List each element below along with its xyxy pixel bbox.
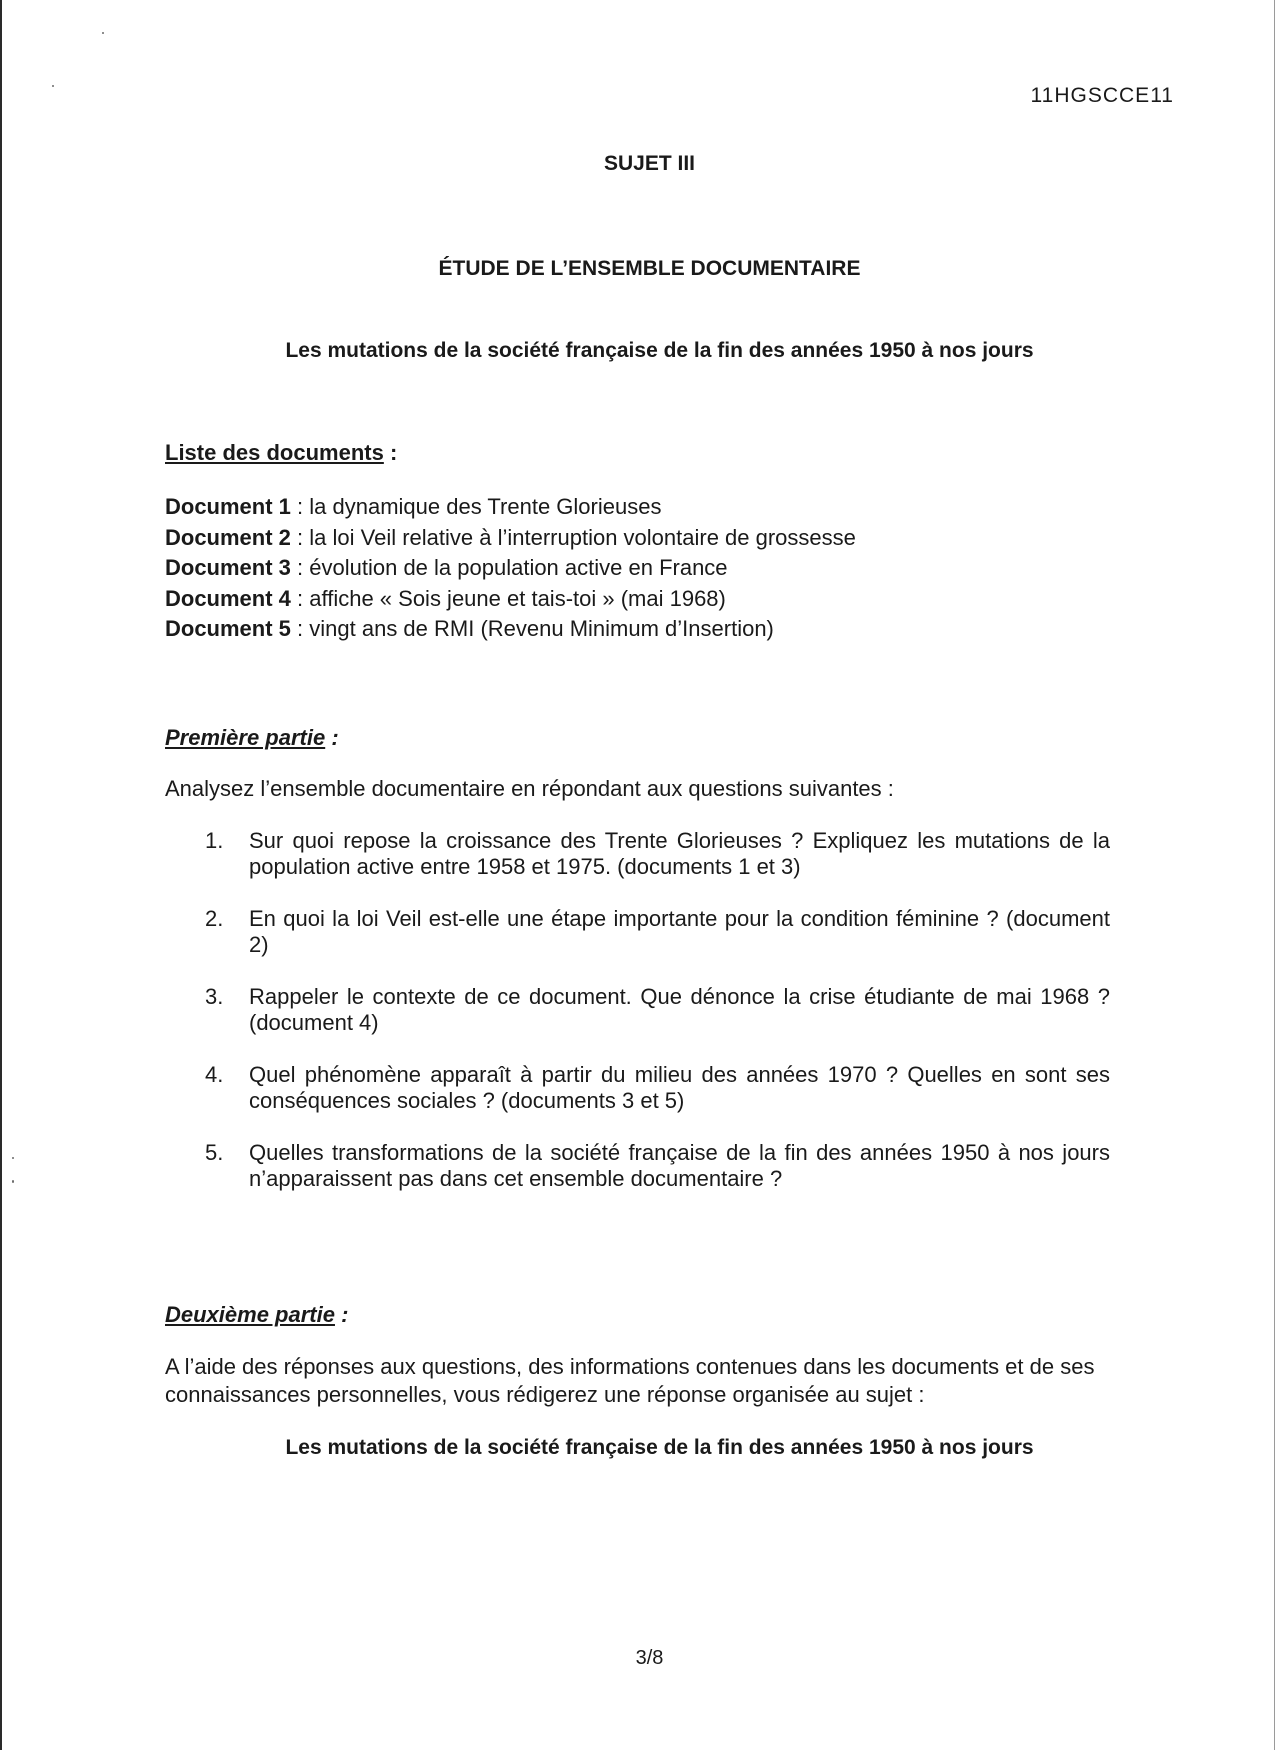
- document-separator: :: [290, 616, 310, 641]
- scan-speck: [12, 1157, 14, 1159]
- page-number: 3/8: [635, 1647, 664, 1669]
- question-text: Rappeler le contexte de ce document. Que dénonce la crise étudiante de mai 1968 ? (document 4): [249, 984, 1110, 1035]
- part2-heading-colon: :: [334, 1302, 349, 1327]
- question-text: Sur quoi repose la croissance des Trente Glorieuses ? Expliquez les mutations de la population active entre 1958 et 1975. (documents 1 et 3): [249, 828, 1110, 879]
- question-item: [205, 906, 1110, 958]
- exercise-title: ÉTUDE DE L’ENSEMBLE DOCUMENTAIRE: [438, 257, 861, 280]
- document-label: Document 5: [165, 616, 291, 641]
- document-label: Document 1: [165, 494, 291, 519]
- question-number: 5.: [205, 1140, 224, 1165]
- document-separator: :: [290, 494, 310, 519]
- question-number: 2.: [205, 906, 224, 931]
- list-item: [165, 584, 856, 615]
- exam-code: 11HGSCCE11: [1030, 84, 1174, 107]
- question-number: 4.: [205, 1062, 224, 1087]
- document-separator: :: [290, 524, 310, 550]
- question-item: [205, 984, 1110, 1036]
- part2-heading: [165, 1302, 348, 1328]
- document-label: Document 4: [165, 585, 291, 611]
- subject-title: Les mutations de la société française de la fin des années 1950 à nos jours: [285, 339, 1034, 362]
- document-description: la loi Veil relative à l’interruption volontaire de grossesse: [309, 524, 856, 550]
- list-item: [165, 523, 856, 554]
- questions-list: [205, 828, 1110, 1218]
- part1-heading: [165, 725, 339, 751]
- list-item: [165, 492, 856, 523]
- document-description: affiche « Sois jeune et tais-toi » (mai 1968): [309, 585, 726, 611]
- scan-speck: [52, 85, 54, 87]
- question-item: [205, 1062, 1110, 1114]
- part1-heading-colon: :: [325, 725, 339, 750]
- scan-speck: [12, 1180, 14, 1183]
- question-text: Quelles transformations de la société française de la fin des années 1950 à nos jours n’apparaissent pas dans cet ensemble documentaire ?: [249, 1140, 1110, 1191]
- part2-instructions: A l’aide des réponses aux questions, des informations contenues dans les documents et de ses connaissances personnelles, vous rédigerez une réponse organisée au sujet :: [165, 1354, 1095, 1407]
- list-item: [165, 614, 856, 645]
- question-number: 3.: [205, 984, 224, 1009]
- question-text: Quel phénomène apparaît à partir du milieu des années 1970 ? Quelles en sont ses conséquences sociales ? (documents 3 et 5): [249, 1062, 1110, 1113]
- documents-list: [165, 492, 856, 645]
- document-description: évolution de la population active en France: [309, 555, 728, 580]
- document-label: Document 2: [165, 524, 291, 550]
- document-description: vingt ans de RMI (Revenu Minimum d’Insertion): [309, 616, 774, 641]
- document-description: la dynamique des Trente Glorieuses: [309, 494, 662, 519]
- final-subject: Les mutations de la société française de la fin des années 1950 à nos jours: [285, 1436, 1034, 1459]
- part1-intro: Analysez l’ensemble documentaire en répondant aux questions suivantes :: [165, 776, 894, 801]
- list-item: [165, 553, 856, 584]
- part1-heading-label: Première partie: [165, 725, 326, 750]
- question-item: [205, 1140, 1110, 1192]
- documents-heading-colon: :: [383, 440, 398, 465]
- documents-heading: [165, 440, 397, 466]
- question-text: En quoi la loi Veil est-elle une étape importante pour la condition féminine ? (document 2): [249, 906, 1110, 957]
- question-item: [205, 828, 1110, 880]
- document-separator: :: [290, 585, 310, 611]
- question-number: 1.: [205, 828, 224, 853]
- subject-number: SUJET III: [603, 152, 696, 175]
- scan-speck: [102, 32, 104, 34]
- documents-heading-label: Liste des documents: [165, 440, 384, 465]
- document-separator: :: [290, 555, 310, 580]
- part2-heading-label: Deuxième partie: [165, 1302, 335, 1327]
- document-label: Document 3: [165, 555, 291, 580]
